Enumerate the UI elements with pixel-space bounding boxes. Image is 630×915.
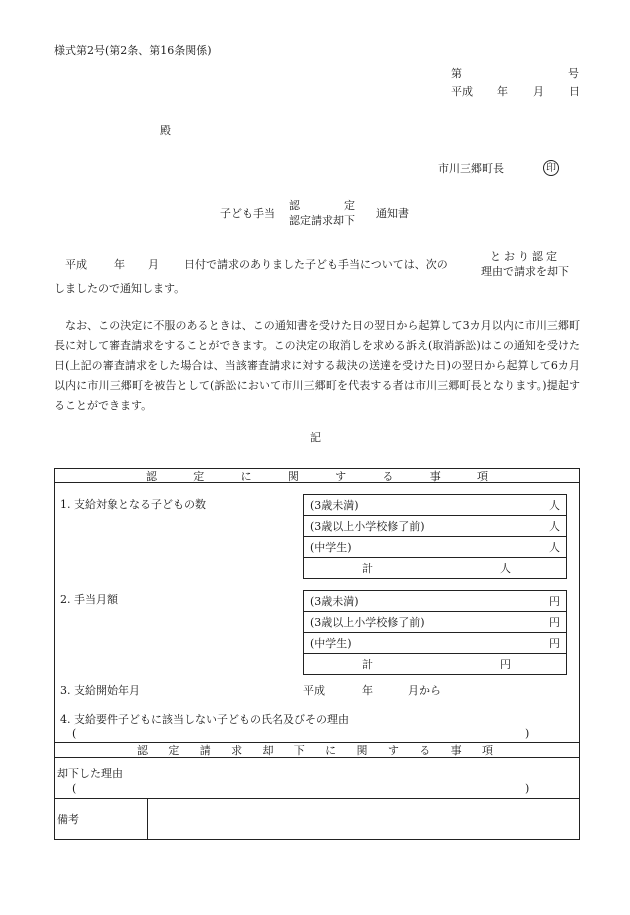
table-row-total: 計 人: [362, 562, 511, 575]
p1-ending: しましたので通知します。: [54, 282, 186, 295]
title-suffix: 通知書: [376, 207, 409, 220]
p1-month: 月: [148, 258, 159, 271]
section-header-approval: 認 定 に 関 す る 事 項: [146, 470, 488, 483]
item4-paren-close: ): [525, 727, 530, 740]
date-year: 年: [497, 85, 508, 98]
title-prefix: 子ども手当: [220, 207, 275, 220]
form-number-label: 様式第2号(第2条、第16条関係): [54, 44, 212, 57]
seal-stamp: 印: [543, 160, 559, 176]
rejection-paren-open: (: [72, 782, 77, 795]
p1-choice-reject: 理由で請求を却下: [481, 265, 569, 278]
table-row: (中学生) 円: [304, 633, 566, 654]
sender-name: 市川三郷町長: [438, 162, 504, 175]
p1-year: 年: [114, 258, 125, 271]
table-row: (3歳以上小学校修了前) 円: [304, 612, 566, 633]
item1-label: 1. 支給対象となる子どもの数: [60, 498, 206, 511]
divider: [147, 798, 148, 840]
item4-label: 4. 支給要件子どもに該当しない子どもの氏名及びその理由: [60, 713, 349, 726]
rejection-reason-label: 却下した理由: [57, 767, 123, 780]
section-header-rejection: 認 定 請 求 却 下 に 関 す る 事 項: [137, 744, 493, 757]
monthly-amount-box: [303, 590, 567, 675]
item3-label: 3. 支給開始年月: [60, 684, 140, 697]
title-option-reject: 認定請求却下: [289, 214, 355, 227]
document-number-prefix: 第: [451, 67, 462, 80]
table-row: (中学生) 人: [304, 537, 566, 558]
divider: [54, 757, 580, 758]
p1-text: 日付で請求のありました子ども手当については、次の: [184, 258, 448, 271]
item3-era: 平成: [303, 684, 325, 697]
divider: [54, 742, 580, 743]
p1-choice-approve: とおり認定: [490, 250, 560, 263]
table-row: (3歳以上小学校修了前) 人: [304, 516, 566, 537]
remarks-label: 備考: [57, 813, 79, 826]
date-month: 月: [533, 85, 544, 98]
item2-label: 2. 手当月額: [60, 593, 118, 606]
document-number-suffix: 号: [568, 67, 579, 80]
ki-heading: 記: [310, 431, 321, 444]
table-row: (3歳未満) 人: [304, 495, 566, 516]
title-option-approve: 認 定: [289, 199, 355, 212]
item4-paren-open: (: [72, 727, 77, 740]
p1-era: 平成: [65, 258, 87, 271]
item3-month: 月から: [408, 684, 441, 697]
date-day: 日: [569, 85, 580, 98]
appeal-notice-paragraph: なお、この決定に不服のあるときは、この通知書を受けた日の翌日から起算して3カ月以内に市川三郷町長に対して審査請求をすることができます。この決定の取消しを求める訴え(取消訴訟)はこの通知を受けた日(上記の審査請求をした場合は、当該審査請求に対する裁決の送達を受けた日)の翌日から起算して6カ月以内に市川三郷町を被告として(訴訟において市川三郷町を代表する者は市川三郷町長となります。)提起することができます。: [54, 319, 580, 412]
addressee-suffix: 殿: [160, 124, 171, 137]
rejection-paren-close: ): [525, 782, 530, 795]
date-era: 平成: [451, 85, 473, 98]
item3-year: 年: [362, 684, 373, 697]
children-count-box: [303, 494, 567, 579]
table-row-total: 計 円: [362, 658, 511, 671]
divider: [54, 798, 580, 799]
divider: [54, 482, 580, 483]
table-row: (3歳未満) 円: [304, 591, 566, 612]
